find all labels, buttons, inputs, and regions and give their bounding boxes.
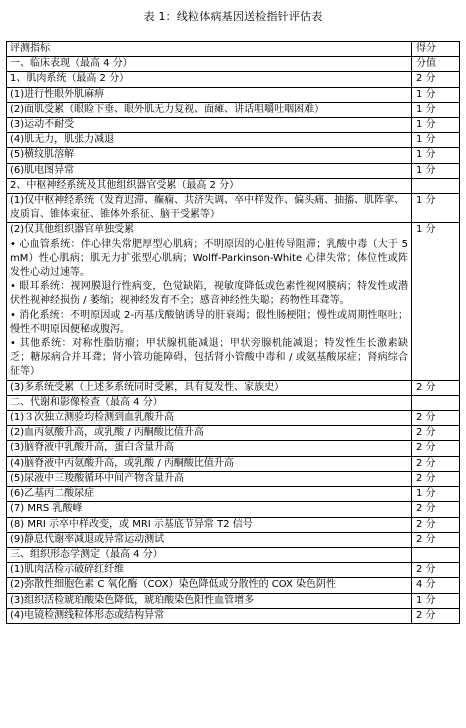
row-score: 1 分 [412,194,460,223]
organ-involvement-title: (2)仅其他组织器官单独受累 [10,224,135,236]
table-row [7,578,460,593]
row-score: 1 分 [412,487,460,502]
table-row [7,380,460,395]
table-row [7,487,460,502]
row-text: (3)多系统受累（上述多系统同时受累，具有复发性、家族史） [7,380,412,395]
row-score: 2 分 [412,426,460,441]
table-row [7,411,460,426]
table-row [7,608,460,623]
table-row [7,148,460,163]
row-score: 1 分 [412,102,460,117]
table-header-row [7,42,460,57]
row-text: (4)电镜检测线粒体形态或结构异常 [7,608,412,623]
row-score [412,395,460,410]
eye-ear-item: • 眼耳系统：视网膜退行性病变，色觉缺陷，视敏度降低或色素性视网膜病；特发性或潜伏性视神经损伤 / 萎缩；视神经发育不全；感音神经性失聪；药物性耳聋等。 [10,281,408,307]
other-systems-item: • 其他系统：对称性脂肪瘤；甲状腺机能减退；甲状旁腺机能减退；特发性生长激素缺乏；糖尿病合并耳聋；肾小管功能障碍，包括肾小管酸中毒和 / 或氨基酸尿症；肾病综合征等） [10,338,408,378]
evaluation-table [6,41,460,624]
row-text: (9)静息代谢率减退或异常运动测试 [7,532,412,547]
row-text: (1)３次独立测验均检测到血乳酸升高 [7,411,412,426]
row-score: 1 分 [412,87,460,102]
row-text: (3)脑脊液中乳酸升高，蛋白含量升高 [7,441,412,456]
row-score: 2 分 [412,563,460,578]
table-row [7,87,460,102]
table-row [7,456,460,471]
row-score: 2 分 [412,502,460,517]
row-text: (7) MRS 乳酸峰 [7,502,412,517]
table-row [7,563,460,578]
row-score: 1 分 [412,133,460,148]
row-score: 2 分 [412,411,460,426]
table-row [7,163,460,178]
table-row [7,133,460,148]
cardiovascular-item: • 心血管系统：伴心律失常肥厚型心肌病；不明原因的心脏传导阻滞；乳酸中毒（大于 5mM）性心肌病；肌无力扩张型心肌病；Wolff-Parkinson-White 心律失常；体位性或阵发性心动过速等。 [10,238,408,279]
table-row [7,178,460,193]
row-text: (2)面肌受累（眼睑下垂、眼外肌无力复视、面瘫、讲话咀嚼吐咽困难） [7,102,412,117]
table-row [7,593,460,608]
row-score: 2 分 [412,517,460,532]
table-row-organ-involvement [7,223,460,380]
row-score: 2 分 [412,441,460,456]
row-text: (5)尿液中三羧酸循环中间产物含量升高 [7,471,412,486]
table-row [7,471,460,486]
table-row [7,102,460,117]
table-row [7,502,460,517]
row-text: (5)横纹肌溶解 [7,148,412,163]
row-score: 1 分 [412,223,460,380]
table-row [7,547,460,562]
row-text: 一、临床表现（最高 4 分） [7,57,412,72]
row-text: (3)组织活检琥珀酸染色降低，琥珀酸染色阳性血管增多 [7,593,412,608]
row-text: (1)肌肉活检示破碎红纤维 [7,563,412,578]
row-text: (6)乙基丙二酸尿症 [7,487,412,502]
row-score [412,547,460,562]
row-score: 1 分 [412,148,460,163]
row-text: 1、肌肉系统（最高 2 分） [7,72,412,87]
row-text: 三、组织形态学测定（最高 4 分） [7,547,412,562]
row-text: (2)血丙氨酸升高，或乳酸 / 丙酮酸比值升高 [7,426,412,441]
row-text: 2、中枢神经系统及其他组织器官受累（最高 2 分） [7,178,412,193]
header-indicator: 评测指标 [7,42,412,57]
row-text: (1)进行性眼外肌麻痹 [7,87,412,102]
row-text: (3)运动不耐受 [7,118,412,133]
row-text: (4)脑脊液中丙氨酸升高，或乳酸 / 丙酮酸比值升高 [7,456,412,471]
organ-involvement-cell [7,223,412,380]
table-row [7,441,460,456]
row-score: 2 分 [412,72,460,87]
table-row [7,532,460,547]
header-score: 得分 [412,42,460,57]
row-text: (6)肌电图异常 [7,163,412,178]
digestive-item: • 消化系统：不明原因或 2-丙基戊酸钠诱导的肝衰竭；假性肠梗阻；慢性或周期性呕吐；慢性不明原因便秘或腹泻。 [10,309,408,335]
table-row [7,194,460,223]
table-row [7,57,460,72]
row-score: 4 分 [412,578,460,593]
row-score: 1 分 [412,118,460,133]
row-score: 2 分 [412,608,460,623]
row-score: 2 分 [412,380,460,395]
row-score: 2 分 [412,471,460,486]
table-row [7,118,460,133]
row-score: 1 分 [412,593,460,608]
row-score [412,178,460,193]
table-row [7,426,460,441]
row-text: 二、代谢和影像检查（最高 4 分） [7,395,412,410]
row-score: 分值 [412,57,460,72]
row-text: (2)弥散性细胞色素 C 氧化酶（COX）染色降低或分散性的 COX 染色阴性 [7,578,412,593]
row-text: (8) MRI 示卒中样改变，或 MRI 示基底节异常 T2 信号 [7,517,412,532]
row-score: 2 分 [412,532,460,547]
table-caption: 表 1：线粒体病基因送检指针评估表 [143,10,323,23]
table-row [7,517,460,532]
table-row [7,72,460,87]
table-row [7,395,460,410]
row-score: 2 分 [412,456,460,471]
row-score: 1 分 [412,163,460,178]
row-text: (4)肌无力，肌张力减退 [7,133,412,148]
row-text: (1)仅中枢神经系统（发育迟滞、癫痫、共济失调、卒中样发作、偏头痛、抽搐、肌阵挛、皮质盲、锥体束征、锥体外系征、脑干受累等） [7,194,412,223]
